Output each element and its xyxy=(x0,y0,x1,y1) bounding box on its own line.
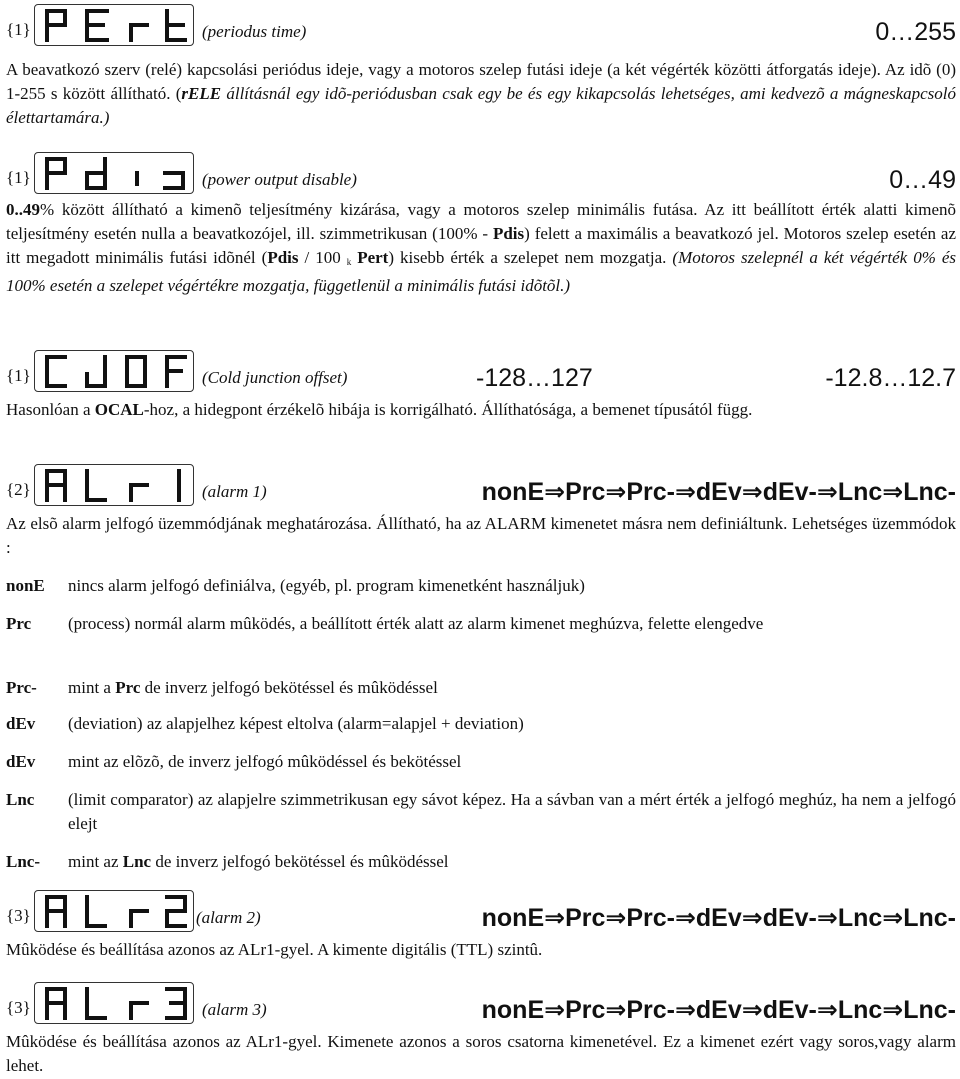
param-header-alr1 xyxy=(6,462,956,506)
alr1-paragraph: Az elsõ alarm jelfogó üzemmódjának meghatározása. Állítható, ha az ALARM kimenetet másra nem definiáltunk. Lehetséges üzemmódok : xyxy=(6,514,956,557)
seven-segment-alr3-icon xyxy=(34,982,194,1024)
param-range: nonE⇒Prc⇒Prc-⇒dEv⇒dEv-⇒Lnc⇒Lnc- xyxy=(481,996,956,1024)
access-level: {1} xyxy=(6,168,31,187)
access-level: {2} xyxy=(6,480,31,499)
param-description: (power output disable) xyxy=(202,170,357,189)
param-header-pert xyxy=(6,2,956,46)
param-description: (periodus time) xyxy=(202,22,307,41)
pert-paragraph: A beavatkozó szerv (relé) kapcsolási periódus ideje, vagy a motoros szelep futási ideje (a két végérték közötti átforgatás ideje). Az idõ (0) 1-255 s között állítható. (rELE állításnál egy idõ-periódusban csak egy be és egy kikapcsolás lehetséges, ami kedvezõ a mágneskapcsoló élettartamára.) xyxy=(6,60,957,127)
param-range: 0…49 xyxy=(889,166,956,194)
pdis-paragraph: 0..49% között állítható a kimenõ teljesítmény kizárása, vagy a motoros szelep minimális futása. Az itt beállított érték alatti kimenõ teljesítmény esetén nulla a beavatkozójel, ill. szimmetrikusan (100% - Pdis) felett a maximális a beavatkozó jel. Motoros szelep esetén az itt megadott minimális futási idõnél (Pdis / 100 $_k$ Pert) kisebb érték a szelepet nem mozgatja. (Motoros szelepnél a két végérték 0% és 100% esetén a szelepet végértékre mozgatja, függetlenül a minimális futási idõtõl.) xyxy=(6,200,957,295)
cjof-paragraph: Hasonlóan a OCAL-hoz, a hidegpont érzékelõ hibája is korrigálható. Állíthatósága, a bemenet típusától függ. xyxy=(6,400,753,419)
access-level: {1} xyxy=(6,20,31,39)
access-level: {3} xyxy=(6,906,31,925)
param-header-alr3 xyxy=(6,980,956,1024)
access-level: {3} xyxy=(6,998,31,1017)
seven-segment-alr2-icon xyxy=(34,890,194,932)
param-range: 0…255 xyxy=(875,18,956,46)
seven-segment-alr1-icon xyxy=(34,464,194,506)
param-range: nonE⇒Prc⇒Prc-⇒dEv⇒dEv-⇒Lnc⇒Lnc- xyxy=(481,904,956,932)
alr2-paragraph: Mûködése és beállítása azonos az ALr1-gyel. A kimente digitális (TTL) szintû. xyxy=(6,940,543,959)
param-range-decimal: -12.8…12.7 xyxy=(825,364,956,392)
seven-segment-pdis-icon xyxy=(34,152,194,194)
param-header-pdis xyxy=(6,150,956,194)
param-range: -128…127 xyxy=(476,364,593,392)
param-header-alr2 xyxy=(6,888,956,932)
seven-segment-cjof-icon xyxy=(34,350,194,392)
param-description: (alarm 2) xyxy=(196,908,261,927)
param-description: (alarm 3) xyxy=(202,1000,267,1019)
param-description: (Cold junction offset) xyxy=(202,368,348,387)
alr3-paragraph: Mûködése és beállítása azonos az ALr1-gyel. Kimenete azonos a soros csatorna kimenetével. Ez a kimenet ezért vagy soros,vagy alarm lehet. xyxy=(6,1032,956,1075)
seven-segment-pert-icon xyxy=(34,4,194,46)
param-description: (alarm 1) xyxy=(202,482,267,501)
param-header-cjof xyxy=(6,348,956,392)
access-level: {1} xyxy=(6,366,31,385)
param-range: nonE⇒Prc⇒Prc-⇒dEv⇒dEv-⇒Lnc⇒Lnc- xyxy=(481,478,956,506)
